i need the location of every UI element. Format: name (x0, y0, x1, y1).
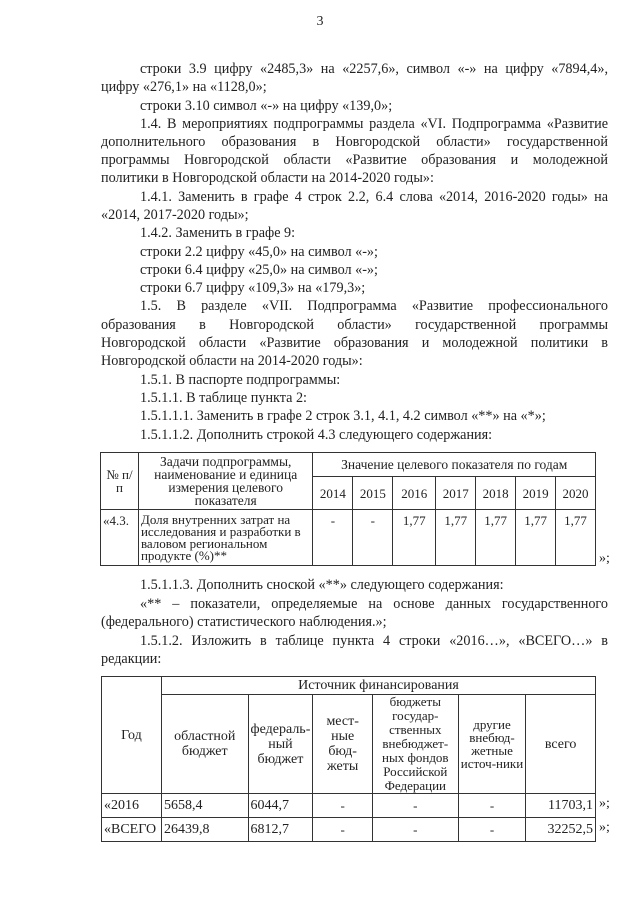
text-line: Новгородской области «Развитие образования и молодежной политики в (101, 335, 608, 351)
text-line: 1.5. В разделе «VII. Подпрограмма «Развитие профессионального (140, 298, 608, 314)
text-line: образования в Новгородской области» государственной программы (101, 317, 608, 333)
text-line: «2014, 2017-2020 годы»; (101, 207, 249, 223)
row-number: «4.3. (101, 510, 139, 566)
year-header: 2018 (476, 477, 516, 510)
value-cell: - (372, 818, 458, 842)
col-header-source: Источник финансирования (161, 677, 595, 695)
text-line: строки 2.2 цифру «45,0» на символ «-»; (140, 244, 378, 260)
col-header-number: № п/п (101, 453, 139, 510)
year-header: 2019 (516, 477, 556, 510)
value-cell: - (458, 818, 526, 842)
value-cell: - (458, 794, 526, 818)
col-header-federal: федераль-ный бюджет (248, 695, 313, 794)
value-cell: - (372, 794, 458, 818)
text-line: редакции: (101, 651, 162, 667)
text-line: 1.5.1.1.2. Дополнить строкой 4.3 следующего содержания: (140, 427, 493, 443)
text-line: строки 3.10 символ «-» на цифру «139,0»; (140, 98, 393, 114)
value-cell: 1,77 (436, 510, 476, 566)
value-cell: 11703,1 (526, 794, 596, 818)
value-cell: - (313, 818, 373, 842)
value-cell: 1,77 (516, 510, 556, 566)
row-text: Доля внутренних затрат на исследования и разработки в валовом региональном продукте (%)** (138, 510, 312, 566)
text-line: 1.5.1.1. В таблице пункта 2: (140, 390, 308, 406)
year-header: 2014 (313, 477, 353, 510)
text-line: дополнительного образования в Новгородской области» государственной (101, 134, 608, 150)
text-line: 1.5.1.1.3. Дополнить сноской «**» следующего содержания: (140, 577, 504, 593)
col-header-task: Задачи подпрограммы, наименование и единица измерения целевого показателя (138, 453, 312, 510)
value-cell: - (353, 510, 393, 566)
text-line: 1.4.1. Заменить в графе 4 строк 2.2, 6.4 слова «2014, 2016-2020 годы» на (140, 189, 608, 205)
page-number: 3 (316, 14, 324, 29)
value-cell: 1,77 (556, 510, 596, 566)
text-line: (федерального) статистического наблюдения.»; (101, 614, 387, 630)
indicator-table (100, 452, 596, 566)
value-cell: 1,77 (476, 510, 516, 566)
year-header: 2016 (393, 477, 436, 510)
financing-table (101, 676, 596, 842)
col-header-funds: бюджеты государ-ственных внебюджет-ных фондов Российской Федерации (372, 695, 458, 794)
value-cell: 26439,8 (161, 818, 248, 842)
text-line: 1.5.1. В паспорте подпрограммы: (140, 372, 341, 388)
value-cell: 6044,7 (248, 794, 313, 818)
value-cell: - (313, 510, 353, 566)
value-cell: - (313, 794, 373, 818)
text-line: строки 6.7 цифру «109,3» на «179,3»; (140, 280, 366, 296)
text-line: 1.5.1.1.1. Заменить в графе 2 строк 3.1, 4.1, 4.2 символ «**» на «*»; (140, 408, 546, 424)
text-line: 1.5.1.2. Изложить в таблице пункта 4 строки «2016…», «ВСЕГО…» в (140, 633, 608, 649)
text-line: Новгородской области на 2014-2020 годы»: (101, 353, 363, 369)
year-header: 2015 (353, 477, 393, 510)
value-cell: 32252,5 (526, 818, 596, 842)
text-line: 1.4. В мероприятиях подпрограммы раздела «VI. Подпрограмма «Развитие (140, 116, 608, 132)
value-cell: 6812,7 (248, 818, 313, 842)
year-header: 2017 (436, 477, 476, 510)
col-header-regional: областной бюджет (161, 695, 248, 794)
text-line: строки 6.4 цифру «25,0» на символ «-»; (140, 262, 378, 278)
text-line: строки 3.9 цифру «2485,3» на «2257,6», символ «-» на цифру «7894,4», (140, 61, 608, 77)
text-line: 1.4.2. Заменить в графе 9: (140, 225, 296, 241)
text-line: «** – показатели, определяемые на основе данных государственного (140, 596, 608, 612)
col-header-total: всего (526, 695, 596, 794)
text-line: цифру «276,1» на «1128,0»; (101, 79, 267, 95)
table-closing: »; (599, 820, 610, 835)
col-header-local: мест-ные бюд-жеты (313, 695, 373, 794)
table-closing: »; (599, 796, 610, 811)
col-header-year: Год (102, 677, 162, 794)
value-cell: 5658,4 (161, 794, 248, 818)
row-year: «ВСЕГО (102, 818, 162, 842)
col-header-other: другие внебюд-жетные источ-ники (458, 695, 526, 794)
year-header: 2020 (556, 477, 596, 510)
text-line: программы Новгородской области «Развитие образования и молодежной (101, 152, 608, 168)
row-year: «2016 (102, 794, 162, 818)
value-cell: 1,77 (393, 510, 436, 566)
col-header-value: Значение целевого показателя по годам (313, 453, 596, 477)
table-closing: »; (599, 551, 610, 566)
text-line: политики в Новгородской области на 2014-2020 годы»: (101, 170, 434, 186)
